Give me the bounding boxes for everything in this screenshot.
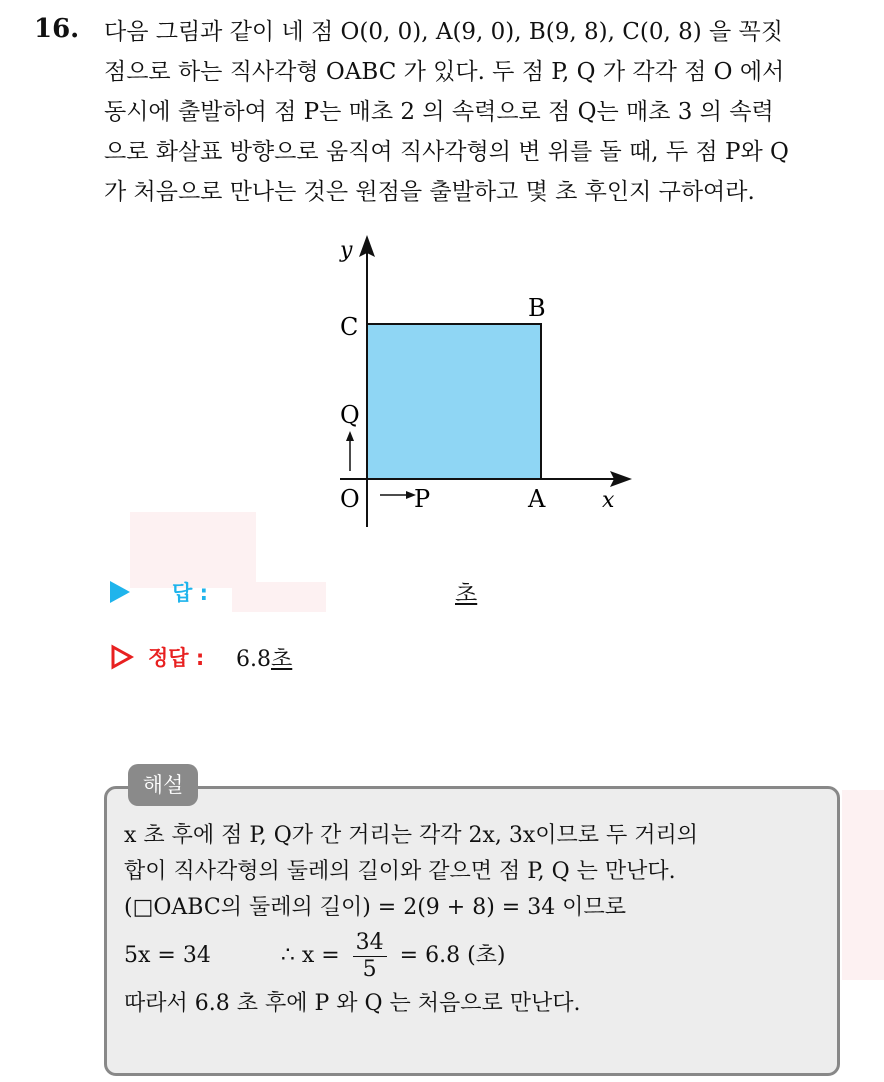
rectangle-diagram (300, 225, 640, 535)
answer-unit: 초 (455, 581, 478, 607)
fraction-denominator: 5 (362, 956, 377, 982)
q-arrow-head (346, 431, 354, 441)
rectangle-oabc (367, 324, 541, 479)
play-icon (110, 581, 130, 603)
label-y: y (340, 238, 353, 263)
question-line: 가 처음으로 만나는 것은 원점을 출발하고 몇 초 후인지 구하여라. (104, 179, 755, 205)
label-a: A (528, 485, 546, 513)
correct-answer-value: 6.8초 (236, 647, 293, 672)
question-line: 점으로 하는 직사각형 OABC 가 있다. 두 점 P, Q 가 각각 점 O 에서 (104, 59, 785, 85)
label-x: x (602, 488, 615, 513)
equation-right: = 6.8 (초) (399, 943, 506, 968)
answer-row (110, 575, 530, 611)
solution-line: 합이 직사각형의 둘레의 길이와 같으면 점 P, Q 는 만난다. (124, 859, 676, 884)
label-o: O (340, 485, 360, 513)
solution-line: (□OABC의 둘레의 길이) = 2(9 + 8) = 34 이므로 (124, 895, 626, 920)
solution-equation-line (124, 926, 698, 986)
equation-left: 5x = 34 (124, 943, 211, 968)
solution-line: 따라서 6.8 초 후에 P 와 Q 는 처음으로 만난다. (124, 991, 581, 1016)
equation-therefore: ∴ x = (280, 943, 340, 968)
highlight-block (842, 790, 884, 980)
correct-answer-row (110, 640, 530, 676)
solution-text (124, 818, 698, 1022)
question-text (104, 12, 874, 212)
answer-label: 답 : (172, 581, 208, 605)
question-line: 으로 화살표 방향으로 움직여 직사각형의 변 위를 돌 때, 두 점 P와 Q (104, 139, 789, 165)
fraction (353, 930, 387, 983)
label-b: B (528, 294, 546, 322)
solution-tag: 해설 (128, 764, 198, 806)
question-line: 다음 그림과 같이 네 점 O(0, 0), A(9, 0), B(9, 8), C(0, 8) 을 꼭짓 (104, 19, 783, 45)
label-p: P (414, 485, 431, 513)
label-q: Q (340, 401, 360, 429)
question-number: 16. (34, 14, 80, 44)
question-line: 동시에 출발하여 점 P는 매초 2 의 속력으로 점 Q는 매초 3 의 속력 (104, 99, 774, 125)
fraction-numerator: 34 (353, 930, 387, 957)
solution-line: x 초 후에 점 P, Q가 간 거리는 각각 2x, 3x이므로 두 거리의 (124, 823, 699, 848)
correct-answer-label: 정답 : (148, 646, 205, 670)
play-outline-icon (110, 644, 134, 670)
label-c: C (340, 313, 359, 341)
